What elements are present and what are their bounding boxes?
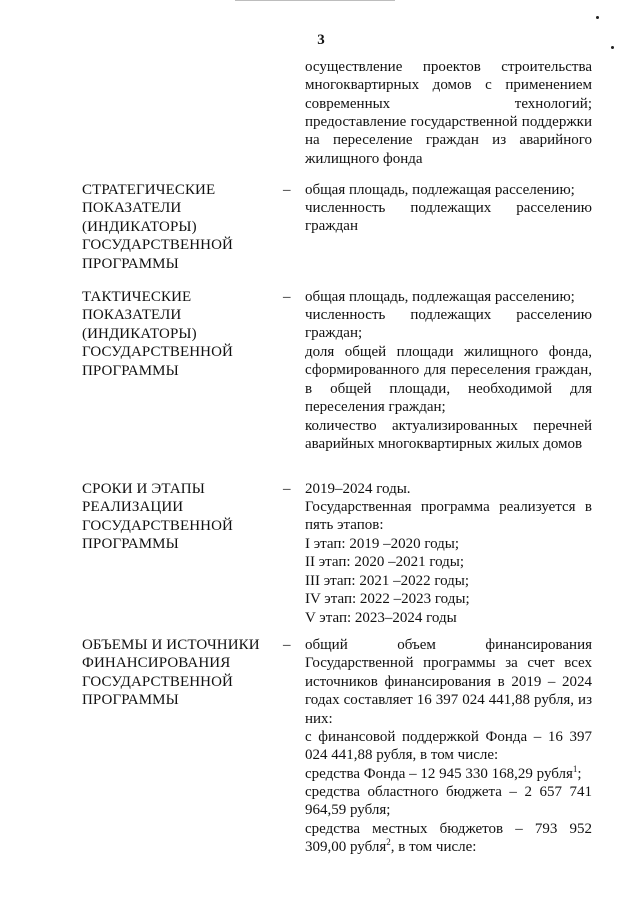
tactical-item-1: общая площадь, подлежащая расселению;: [305, 289, 575, 305]
section-dash: –: [283, 182, 291, 198]
stage-4: IV этап: 2022 –2023 годы;: [305, 591, 470, 607]
funding-local-tail: , в том числе:: [390, 839, 477, 856]
funding-fund-support: с финансовой поддержкой Фонда – 16 397 024 441,88 рубля, в том числе:: [305, 729, 592, 764]
tactical-item-3: доля общей площади жилищного фонда, сформированного для переселения граждан, в общей площади, необходимой для переселения граждан;: [305, 344, 592, 416]
funding-regional-budget: средства областного бюджета – 2 657 741 964,59 рубля;: [305, 784, 592, 819]
punctuation: ;: [577, 766, 582, 782]
footnote-marker-1: 1: [572, 764, 578, 774]
funding-fund-means: [305, 765, 592, 783]
section-dash: –: [283, 481, 291, 497]
page-number: 3: [317, 32, 325, 48]
funding-fund-amount: средства Фонда – 12 945 330 168,29 рубля: [305, 766, 573, 782]
funding-total: общий объем финансирования Государственной программы за счет всех источников финансирования в 2019 – 2024 годах составляет 16 397 024 441,88 рубля, из них:: [305, 637, 592, 727]
strategic-item-1: общая площадь, подлежащая расселению;: [305, 182, 575, 198]
timeline-period: 2019–2024 годы.: [305, 481, 411, 497]
stage-1: I этап: 2019 –2020 годы;: [305, 536, 460, 552]
scan-artifact-line: [235, 0, 395, 1]
section-label-strategic: СТРАТЕГИЧЕСКИЕ ПОКАЗАТЕЛИ (ИНДИКАТОРЫ) ГОСУДАРСТВЕННОЙ ПРОГРАММЫ: [82, 182, 233, 272]
intro-paragraph-2: предоставление государственной поддержки на переселение граждан из аварийного жилищного фонда: [305, 114, 592, 167]
section-label-tactical: ТАКТИЧЕСКИЕ ПОКАЗАТЕЛИ (ИНДИКАТОРЫ) ГОСУДАРСТВЕННОЙ ПРОГРАММЫ: [82, 289, 233, 379]
intro-paragraph-1: осуществление проектов строительства многоквартирных домов с применением современных технологий;: [305, 59, 592, 112]
section-label-timeline: СРОКИ И ЭТАПЫ РЕАЛИЗАЦИИ ГОСУДАРСТВЕННОЙ ПРОГРАММЫ: [82, 481, 233, 553]
scan-artifact-dot: [596, 16, 599, 19]
section-label-funding: ОБЪЕМЫ И ИСТОЧНИКИ ФИНАНСИРОВАНИЯ ГОСУДАРСТВЕННОЙ ПРОГРАММЫ: [82, 637, 260, 709]
strategic-item-2: численность подлежащих расселению граждан: [305, 200, 592, 235]
stage-3: III этап: 2021 –2022 годы;: [305, 573, 470, 589]
stage-5: V этап: 2023–2024 годы: [305, 610, 457, 626]
tactical-item-4: количество актуализированных перечней аварийных многоквартирных жилых домов: [305, 418, 592, 453]
footnote-marker-2: 2: [386, 837, 391, 848]
section-dash: –: [283, 289, 291, 305]
funding-local-amount: средства местных бюджетов – 793 952 309,00 рубля: [305, 821, 592, 856]
scan-artifact-dot: [611, 46, 614, 49]
timeline-description: Государственная программа реализуется в пять этапов:: [305, 499, 592, 534]
stage-2: II этап: 2020 –2021 годы;: [305, 554, 465, 570]
section-dash: –: [283, 637, 291, 653]
funding-local-budgets: [305, 820, 592, 857]
tactical-item-2: численность подлежащих расселению граждан;: [305, 307, 592, 342]
